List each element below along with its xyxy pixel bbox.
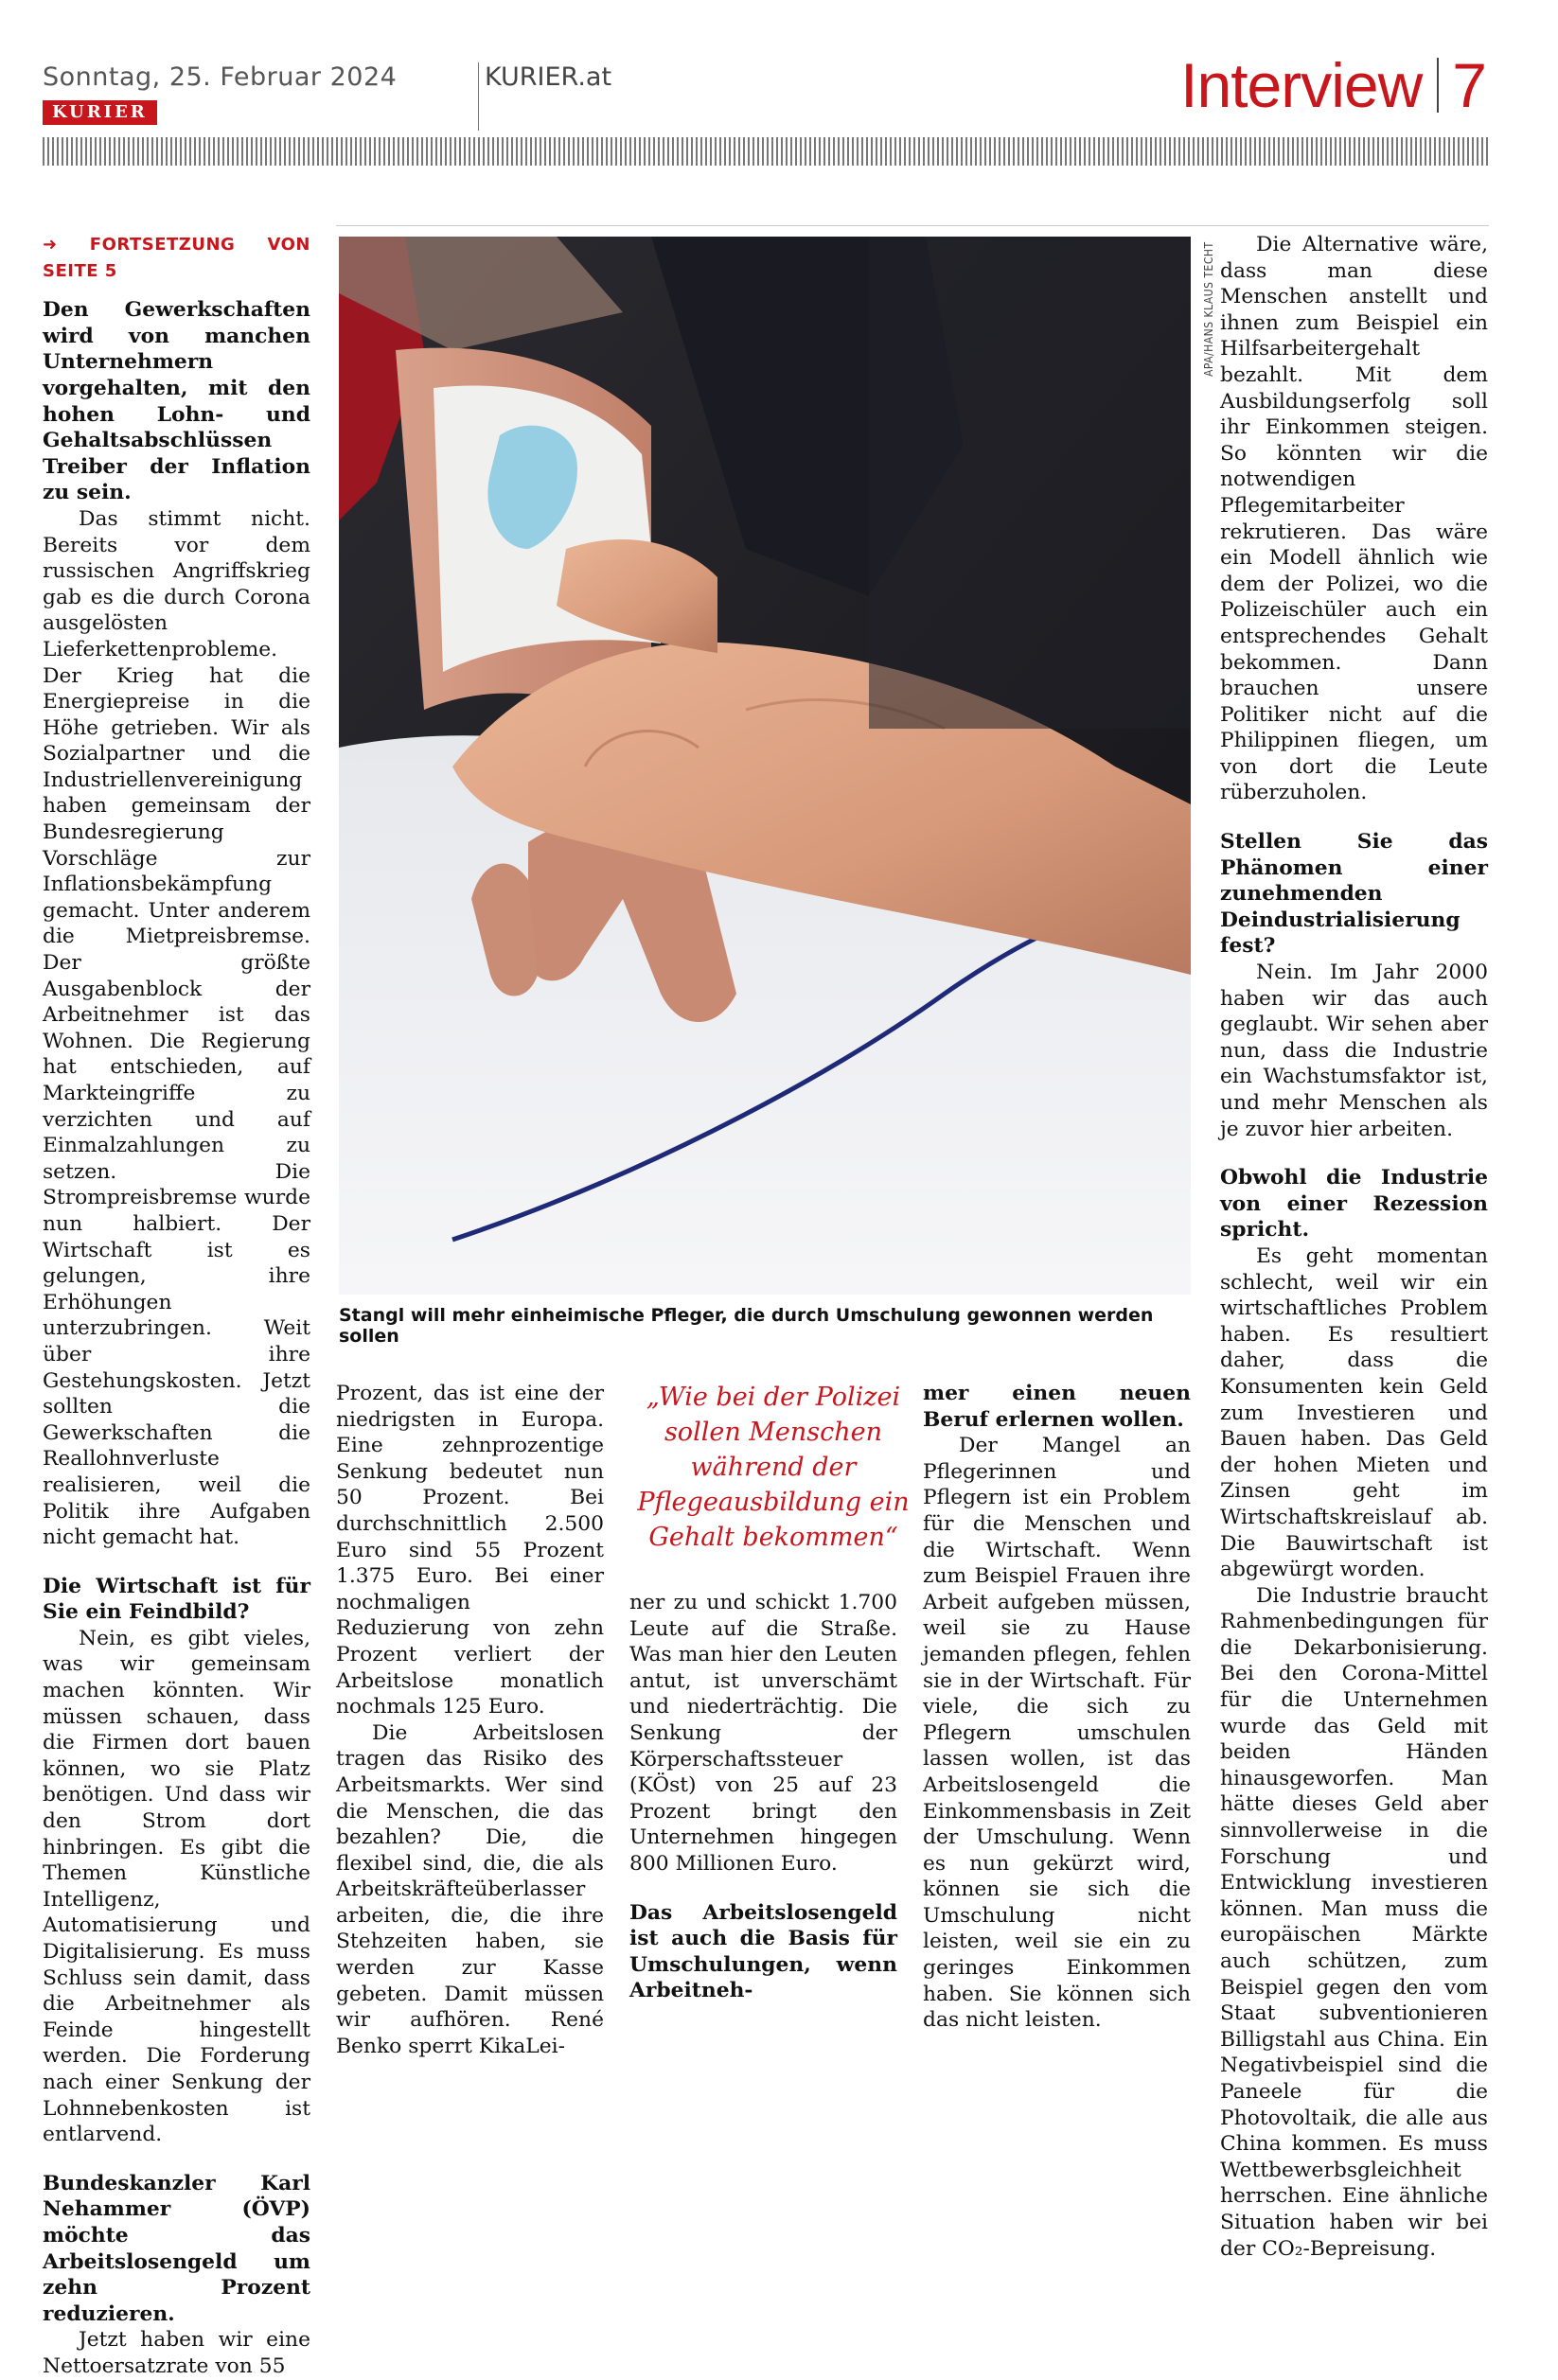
interview-answer: Die Alternative wäre, dass man diese Menschen anstellt und ihnen zum Beispiel ein Hilfsarbeitergehalt bezahlt. Mit dem Ausbildungserfolg soll ihr Einkommen steigen. So könnten wir die notwendigen Pflegemitarbeiter rekrutieren. Das wäre ein Modell ähnlich wie dem der Polizei, wo die Polizeischüler auch ein entsprechendes Gehalt bekommen. Dann brauchen unsere Politiker nicht auf die Philippinen fliegen, um von dort die Leute rüberzuholen.	[1220, 233, 1488, 805]
interview-answer: Das stimmt nicht. Bereits vor dem russischen Angriffskrieg gab es die durch Corona ausgelösten Lieferkettenprobleme. Der Krieg hat die Energiepreise in die Höhe getrieben. Wir als Sozialpartner und die Industriellenvereinigung haben gemeinsam der Bundesregierung Vorschläge zur Inflationsbekämpfung gemacht. Unter anderem die Mietpreisbremse. Der größte Ausgabenblock der Arbeitnehmer ist das Wohnen. Die Regierung hat entschieden, auf Markteingriffe zu verzichten und auf Einmalzahlungen zu setzen. Die Strompreisbremse wurde nun halbiert. Der Wirtschaft ist es gelungen, ihre Erhöhungen unterzubringen. Weit über ihre Gestehungskosten. Jetzt sollten die Gewerkschaften die Reallohnverluste realisieren, weil die Politik ihre Aufgaben nicht gemacht hat.	[43, 506, 310, 1550]
interview-answer: Die Arbeitslosen tragen das Risiko des Arbeitsmarkts. Wer sind die Menschen, die das bezahlen? Die, die flexibel sind, die, die als Arbeitskräfteüberlasser arbeiten, die, die ihre Stehzeiten haben, sie werden zur Kasse gebeten. Damit müssen wir aufhören. René Benko sperrt KikaLei-	[336, 1720, 604, 2058]
continuation-kicker: ➜ FORTSETZUNG VON SEITE 5	[43, 235, 310, 281]
website-label: KURIER.at	[485, 62, 612, 92]
section-title: Interview	[1180, 50, 1423, 120]
top-rule	[336, 225, 1489, 226]
issue-date: Sonntag, 25. Februar 2024	[43, 62, 398, 92]
interview-answer: Nein, es gibt vieles, was wir gemeinsam machen könnten. Wir müssen schauen, dass die Firmen dort bauen können, wo sie Platz benötigen. Und dass wir den Strom dort hinbringen. Es gibt die Themen Künstliche Intelligenz, Automatisierung und Digitalisierung. Es muss Schluss sein damit, dass die Arbeitnehmer als Feinde hingestellt werden. Die Forderung nach einer Senkung der Lohnnebenkosten ist entlarvend.	[43, 1626, 310, 2147]
article-column-2	[336, 1381, 604, 2059]
article-column-3	[629, 1590, 897, 2004]
pull-quote: „Wie bei der Polizei sollen Menschen während der Pflegeausbildung ein Gehalt bekommen“	[637, 1383, 910, 1552]
interview-answer: Die Industrie braucht Rahmenbedingungen für die Dekarbonisierung. Bei den Corona-Mittel für die Unternehmen wurde das Geld mit beiden Händen hinausgeworfen. Man hätte dieses Geld aber sinnvollerweise in die Forschung und Entwicklung investieren können. Man muss die europäischen Märkte auch schützen, zum Beispiel gegen den vom Staat subventionieren Billigstahl aus China. Ein Negativbeispiel sind die Paneele für die Photovoltaik, die alle aus China kommen. Es muss Wettbewerbsgleichheit herrschen. Eine ähnliche Situation haben wir bei der CO₂-Bepreisung.	[1220, 1583, 1488, 2261]
photo-credit: APA/HANS KLAUS TECHT	[1202, 241, 1215, 377]
photo-caption: Stangl will mehr einheimische Pfleger, die durch Umschulung gewonnen werden sollen	[339, 1305, 1154, 1347]
interview-answer: Jetzt haben wir eine Nettoersatzrate von 55	[43, 2328, 310, 2378]
interview-question: Die Wirtschaft ist für Sie ein Feindbild?	[43, 1574, 310, 1625]
interview-answer: ner zu und schickt 1.700 Leute auf die Straße. Was man hier den Leuten antut, ist unverschämt und niederträchtig. Die Senkung der Körperschaftssteuer (KÖst) von 25 auf 23 Prozent bringt den Unternehmen hingegen 800 Millionen Euro.	[629, 1591, 897, 1876]
header-divider	[478, 62, 479, 131]
article-column-4	[923, 1381, 1191, 2034]
interview-answer: Der Mangel an Pflegerinnen und Pflegern ist ein Problem für die Menschen und die Wirtschaft. Wenn zum Beispiel Frauen ihre Arbeit aufgeben müssen, weil sie zu Hause jemanden pflegen, fehlen sie in der Wirtschaft. Für viele, die sich zu Pflegern umschulen lassen wollen, ist das Arbeitslosengeld die Einkommensbasis in Zeit der Umschulung. Wenn es nun gekürzt wird, können sie sich die Umschulung nicht leisten, weil sie ein zu geringes Einkommen haben. Sie können sich das nicht leisten.	[923, 1434, 1191, 2033]
interview-question: Das Arbeitslosengeld ist auch die Basis für Umschulungen, wenn Arbeitneh-	[629, 1900, 897, 2003]
article-photo	[339, 237, 1191, 1295]
article-column-5	[1220, 232, 1488, 2262]
page-number: 7	[1452, 50, 1486, 120]
newspaper-logo: KURIER	[43, 100, 157, 125]
header-barcode-stripe	[43, 137, 1488, 166]
interview-question: Stellen Sie das Phänomen einer zunehmenden Deindustrialisierung fest?	[1220, 830, 1488, 959]
interview-answer: Nein. Im Jahr 2000 haben wir das auch geglaubt. Wir sehen aber nun, dass die Industrie ein Wachstumsfaktor ist, und mehr Menschen als je zuvor hier arbeiten.	[1220, 961, 1488, 1141]
interview-answer: Es geht momentan schlecht, weil wir ein wirtschaftliches Problem haben. Es resultiert daher, dass die Konsumenten kein Geld zum Investieren und Bauen haben. Das Geld der hohen Mieten und Zinsen geht im Wirtschaftskreislauf ab. Die Bauwirtschaft ist abgewürgt worden.	[1220, 1243, 1488, 1582]
hands-photo-illustration	[339, 237, 1191, 1295]
article-column-1	[43, 232, 310, 2380]
section-heading	[1180, 49, 1486, 121]
interview-question: Bundeskanzler Karl Nehammer (ÖVP) möchte das Arbeitslosengeld um zehn Prozent reduzieren.	[43, 2171, 310, 2326]
interview-question: Den Gewerkschaften wird von manchen Unternehmern vorgehalten, mit den hohen Lohn- und Gehaltsabschlüssen Treiber der Inflation zu sein.	[43, 298, 310, 505]
interview-question: mer einen neuen Beruf erlernen wollen.	[923, 1382, 1191, 1432]
section-divider	[1437, 58, 1439, 113]
interview-answer: Prozent, das ist eine der niedrigsten in Europa. Eine zehnprozentige Senkung bedeutet nun 50 Prozent. Bei durchschnittlich 2.500 Euro sind 55 Prozent 1.375 Euro. Bei einer nochmaligen Reduzierung von zehn Prozent verliert der Arbeitslose monatlich nochmals 125 Euro.	[336, 1382, 604, 1719]
interview-question: Obwohl die Industrie von einer Rezession spricht.	[1220, 1166, 1488, 1243]
